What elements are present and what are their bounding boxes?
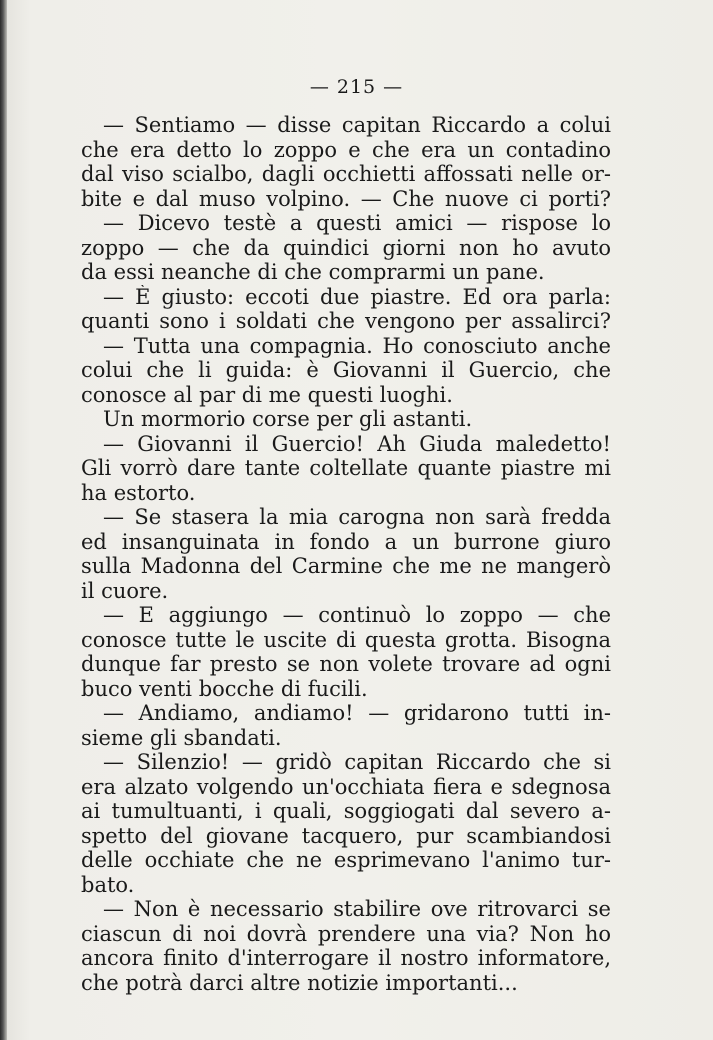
text-line: conosce al par di me questi luoghi.: [81, 382, 453, 407]
text-line: — Non è necessario stabilire ove ritrovarci se: [103, 897, 611, 921]
text-line: — Tutta una compagnia. Ho conosciuto anche: [103, 333, 611, 358]
page-binding-edge: [0, 0, 7, 1040]
text-line: — È giusto: eccoti due piastre. Ed ora parla:: [103, 284, 611, 309]
text-line: colui che li guida: è Giovanni il Guercio, che: [81, 358, 611, 382]
text-line: era alzato volgendo un'occhiata fiera e sdegnosa: [81, 774, 611, 799]
text-line: ancora finito d'interrogare il nostro informatore,: [81, 946, 611, 970]
text-line: delle occhiate che ne esprimevano l'animo tur-: [81, 848, 611, 872]
text-line: bite e dal muso volpino. — Che nuove ci porti?: [81, 186, 611, 211]
text-line: ciascun di noi dovrà prendere una via? Non ho: [81, 921, 611, 946]
text-line: dal viso scialbo, dagli occhietti affossati nelle or-: [81, 162, 611, 186]
text-line: spetto del giovane tacquero, pur scambiandosi: [81, 823, 611, 848]
text-line: — E aggiungo — continuò lo zoppo — che: [103, 603, 611, 627]
text-line: zoppo — che da quindici giorni non ho avuto: [81, 235, 611, 260]
text-line: bato.: [81, 872, 135, 897]
text-line: — Sentiamo — disse capitan Riccardo a colui: [103, 113, 611, 137]
text-line: — Se stasera la mia carogna non sarà fredda: [103, 505, 611, 529]
text-line: dunque far presto se non volete trovare ad ogni: [81, 652, 611, 676]
body-text: [81, 113, 611, 995]
text-line: — Silenzio! — gridò capitan Riccardo che si: [103, 750, 611, 774]
text-line: che era detto lo zoppo e che era un contadino: [81, 137, 611, 162]
text-line: Gli vorrò dare tante coltellate quante piastre mi: [81, 456, 611, 480]
text-line: ed insanguinata in fondo a un burrone giuro: [81, 529, 611, 554]
text-line: quanti sono i soldati che vengono per assalirci?: [81, 309, 611, 333]
text-line: che potrà darci altre notizie importanti...: [81, 970, 518, 995]
text-line: ha estorto.: [81, 480, 196, 505]
text-line: Un mormorio corse per gli astanti.: [103, 407, 473, 431]
text-line: — Giovanni il Guercio! Ah Giuda maledetto!: [103, 431, 611, 456]
text-line: — Andiamo, andiamo! — gridarono tutti in-: [103, 701, 611, 725]
text-line: sulla Madonna del Carmine che me ne mangerò: [81, 554, 611, 578]
text-line: ai tumultuanti, i quali, soggiogati dal severo a-: [81, 799, 611, 823]
text-line: da essi neanche di che comprarmi un pane.: [81, 260, 545, 284]
text-line: conosce tutte le uscite di questa grotta. Bisogna: [81, 627, 611, 652]
page-number: — 215 —: [309, 76, 404, 98]
text-line: sieme gli sbandati.: [81, 725, 282, 750]
text-line: — Dicevo testè a questi amici — rispose lo: [103, 211, 611, 235]
text-line: il cuore.: [81, 578, 169, 603]
text-line: buco venti bocche di fucili.: [81, 676, 368, 701]
